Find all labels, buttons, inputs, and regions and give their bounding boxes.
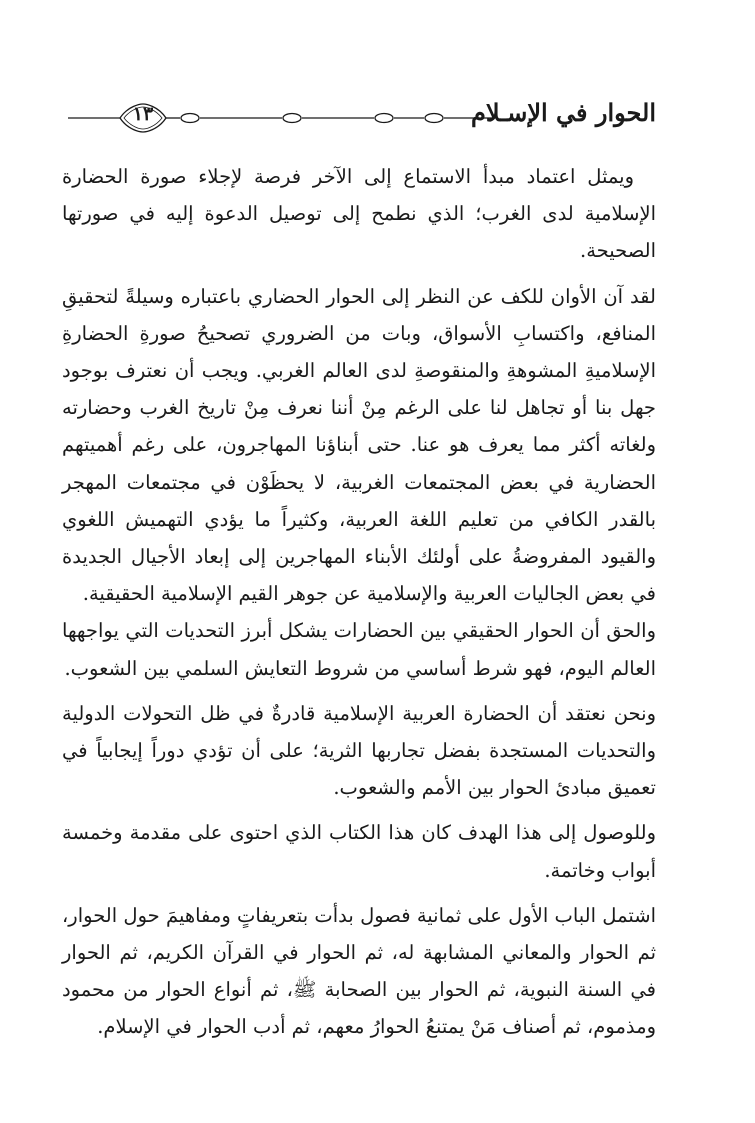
page-number: ١٣ bbox=[132, 103, 154, 125]
book-title: الحوار في الإسـلام bbox=[471, 98, 656, 127]
paragraph: والحق أن الحوار الحقيقي بين الحضارات يشكل أبرز التحديات التي يواجهها العالم اليوم، فهو شرط أساسي من شروط التعايش السلمي بين الشعوب. bbox=[62, 619, 656, 680]
paragraph: وللوصول إلى هذا الهدف كان هذا الكتاب الذي احتوى على مقدمة وخمسة أبواب وخاتمة. bbox=[62, 821, 656, 882]
page-body bbox=[62, 158, 656, 1046]
paragraph: اشتمل الباب الأول على ثمانية فصول بدأت بتعريفاتٍ ومفاهيمَ حول الحوار، ثم الحوار والمعاني المشابهة له، ثم الحوار في القرآن الكريم، ثم الحوار في السنة النبوية، ثم الحوار بين الصحابة ﷺ، ثم أنواع الحوار من محمود ومذموم، ثم أصناف مَنْ يمتنعُ الحوارُ معهم، ثم أدب الحوار في الإسلام. bbox=[62, 903, 656, 1039]
running-header bbox=[62, 96, 656, 140]
paragraph: لقد آن الأوان للكف عن النظر إلى الحوار الحضاري باعتباره وسيلةً لتحقيقِ المنافع، واكتسابِ الأسواق، وبات من الضروري تصحيحُ صورةِ الحضارةِ الإسلاميةِ المشوهةِ والمنقوصةِ لدى العالم الغربي. ويجب أن نعترف بوجود جهل بنا أو تجاهل لنا على الرغم مِنْ أننا نعرف مِنْ تاريخ الغرب وحضارته ولغاته أكثر مما يعرف هو عنا. حتى أبناؤنا المهاجرون، على رغم أهميتهم الحضارية في بعض المجتمعات الغربية، لا يحظَوْن في مجتمعات المهجر بالقدر الكافي من تعليم اللغة العربية، وكثيراً ما يؤدي التهميش اللغوي والقيود المفروضةُ على أولئك الأبناء المهاجرين إلى إبعاد الأجيال الجديدة في بعض الجاليات العربية والإسلامية عن جوهر القيم الإسلامية الحقيقية. bbox=[62, 284, 656, 606]
paragraph: ويمثل اعتماد مبدأ الاستماع إلى الآخر فرصة لإجلاء صورة الحضارة الإسلامية لدى الغرب؛ الذي نطمح إلى توصيل الدعوة إليه في صورتها الصحيحة. bbox=[62, 165, 656, 263]
paragraph: ونحن نعتقد أن الحضارة العربية الإسلامية قادرةٌ في ظل التحولات الدولية والتحديات المستجدة بفضل تجاربها الثرية؛ على أن تؤدي دوراً إيجابياً في تعميق مبادئ الحوار بين الأمم والشعوب. bbox=[62, 701, 656, 800]
